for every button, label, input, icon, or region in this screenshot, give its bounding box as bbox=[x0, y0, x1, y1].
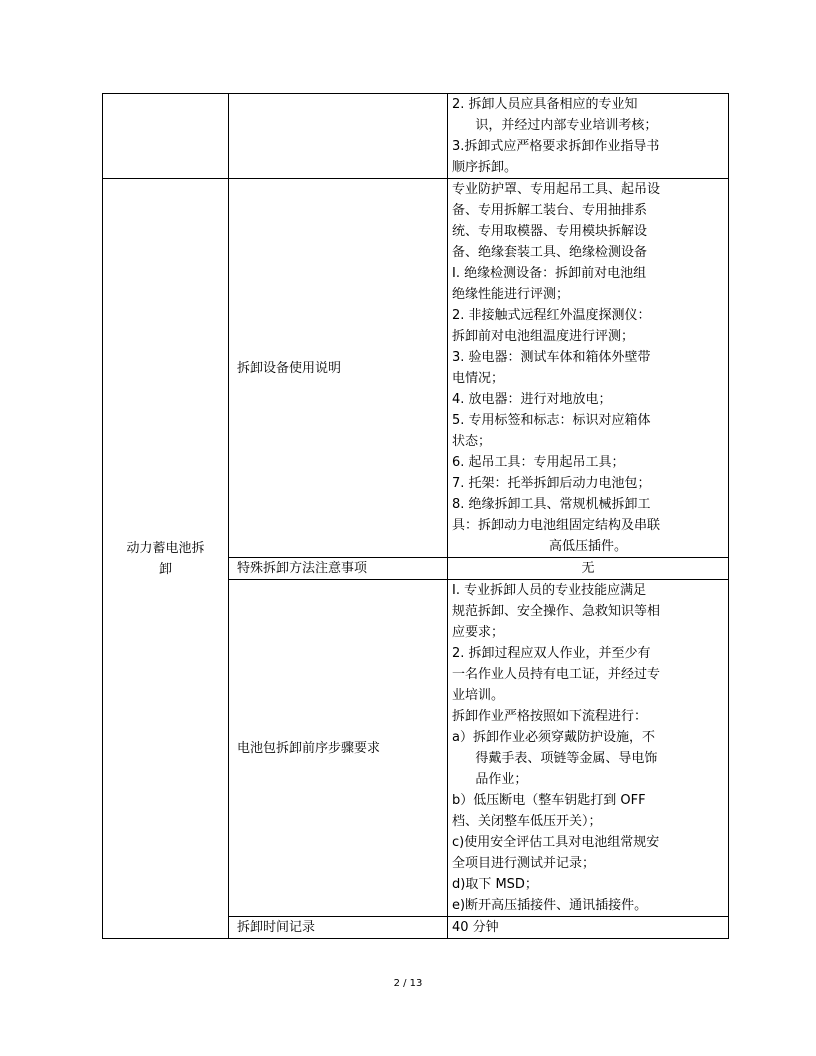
text-line: 绝缘性能进行评测； bbox=[452, 287, 570, 302]
text-line: 具：拆卸动力电池组固定结构及串联 bbox=[452, 518, 661, 533]
text-line: 高低压插件。 bbox=[548, 539, 627, 554]
text-line: 拆卸前对电池组温度进行评测； bbox=[452, 329, 635, 344]
text-line: d)取下 MSD； bbox=[452, 877, 538, 892]
text-line: 3. 验电器：测试车体和箱体外壁带 bbox=[452, 350, 651, 365]
text-line: 品作业； bbox=[475, 772, 528, 787]
row-value: 40 分钟 bbox=[448, 917, 729, 939]
text-line: 6. 起吊工具：专用起吊工具； bbox=[452, 455, 625, 470]
text-line: 2. 拆卸人员应具备相应的专业知 bbox=[452, 97, 638, 112]
table-row bbox=[103, 94, 729, 179]
group-label-line: 卸 bbox=[158, 561, 172, 577]
text-line: 5. 专用标签和标志：标识对应箱体 bbox=[452, 413, 651, 428]
procedure-cell bbox=[448, 580, 729, 917]
text-line: 统、专用取模器、专用模块拆解设 bbox=[452, 224, 648, 239]
text-line: 业培训。 bbox=[452, 688, 505, 703]
group-label-cell bbox=[103, 179, 229, 939]
row-value: 无 bbox=[448, 558, 729, 580]
text-line: 备、专用拆解工装台、专用抽排系 bbox=[452, 203, 648, 218]
text-line: a）拆卸作业必须穿戴防护设施，不 bbox=[452, 730, 655, 745]
text-line: e)断开高压插接件、通讯插接件。 bbox=[452, 898, 648, 913]
text-line: 识，并经过内部专业培训考核； bbox=[475, 118, 658, 133]
text-line: 专业防护罩、专用起吊工具、起吊设 bbox=[452, 182, 661, 197]
text-line: 2. 非接触式远程红外温度探测仪： bbox=[452, 308, 651, 323]
text-line: 备、绝缘套装工具、绝缘检测设备 bbox=[452, 245, 648, 260]
row-label: 拆卸设备使用说明 bbox=[229, 179, 448, 558]
text-line: 7. 托架：托举拆卸后动力电池包； bbox=[452, 476, 651, 491]
table-row bbox=[103, 179, 729, 558]
document-table bbox=[102, 93, 729, 939]
text-line: 4. 放电器：进行对地放电； bbox=[452, 392, 612, 407]
row-label: 电池包拆卸前序步骤要求 bbox=[229, 580, 448, 917]
text-line: 得戴手表、项链等金属、导电饰 bbox=[475, 751, 658, 766]
row-label: 拆卸时间记录 bbox=[229, 917, 448, 939]
equipment-cell bbox=[448, 179, 729, 558]
text-line: c)使用安全评估工具对电池组常规安 bbox=[452, 835, 660, 850]
requirements-cell bbox=[448, 94, 729, 179]
text-line: 规范拆卸、安全操作、急救知识等相 bbox=[452, 604, 661, 619]
text-line: I. 专业拆卸人员的专业技能应满足 bbox=[452, 583, 647, 598]
text-line: 电情况； bbox=[452, 371, 505, 386]
text-line: 应要求； bbox=[452, 625, 505, 640]
text-line: 8. 绝缘拆卸工具、常规机械拆卸工 bbox=[452, 497, 651, 512]
page-number: 2 / 13 bbox=[393, 978, 423, 989]
text-line: 顺序拆卸。 bbox=[452, 160, 518, 175]
row-label: 特殊拆卸方法注意事项 bbox=[229, 558, 448, 580]
text-line: b）低压断电（整车钥匙打到 OFF bbox=[452, 793, 646, 808]
text-line: 档、关闭整车低压开关）； bbox=[452, 814, 602, 829]
text-line: 3.拆卸式应严格要求拆卸作业指导书 bbox=[452, 139, 660, 154]
group-label-line: 动力蓄电池拆 bbox=[126, 540, 205, 556]
text-line: 拆卸作业严格按照如下流程进行： bbox=[452, 709, 648, 724]
text-line: 全项目进行测试并记录； bbox=[452, 856, 596, 871]
text-line: 2. 拆卸过程应双人作业，并至少有 bbox=[452, 646, 651, 661]
text-line: 状态； bbox=[452, 434, 492, 449]
text-line: 一名作业人员持有电工证，并经过专 bbox=[452, 667, 661, 682]
empty-cell bbox=[229, 94, 448, 179]
empty-cell bbox=[103, 94, 229, 179]
text-line: I. 绝缘检测设备：拆卸前对电池组 bbox=[452, 266, 647, 281]
